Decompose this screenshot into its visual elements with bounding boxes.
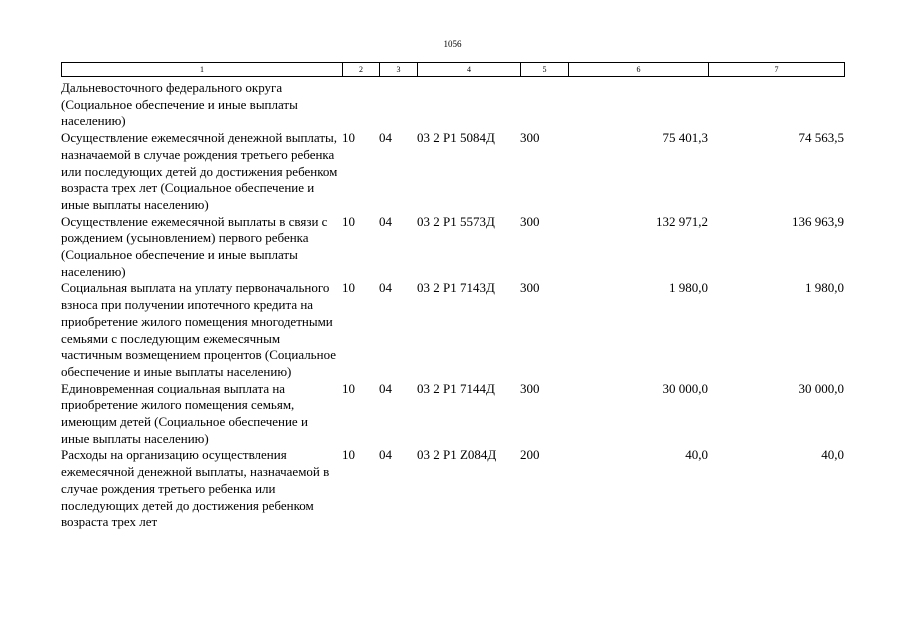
row-subsection	[379, 80, 417, 130]
row-sum-1: 1 980,0	[669, 280, 708, 296]
row-name: Осуществление ежемесячной выплаты в связи с рождением (усыновлением) первого ребенка (Социальное обеспечение и иные выплаты населению)	[61, 213, 328, 279]
row-sum-2	[708, 80, 844, 130]
header-cell-6: 6	[569, 63, 709, 77]
header-row	[62, 63, 845, 77]
header-cell-1: 1	[62, 63, 343, 77]
row-section: 10	[342, 213, 355, 229]
row-expense-type: 300	[520, 213, 540, 229]
row-target-article	[417, 80, 520, 130]
table-row	[61, 280, 844, 380]
row-sum-1: 132 971,2	[656, 213, 708, 229]
row-section: 10	[342, 380, 355, 396]
row-target-article: 03 2 P1 5084Д	[417, 130, 495, 146]
header-cell-3: 3	[380, 63, 418, 77]
row-name: Дальневосточного федерального округа (Социальное обеспечение и иные выплаты населению)	[61, 80, 298, 129]
row-sum-1: 40,0	[685, 447, 708, 463]
row-expense-type	[520, 80, 568, 130]
row-expense-type: 300	[520, 130, 540, 146]
row-sum-2: 74 563,5	[798, 130, 844, 146]
row-target-article: 03 2 P1 7143Д	[417, 280, 495, 296]
row-subsection: 04	[379, 130, 392, 146]
row-section: 10	[342, 130, 355, 146]
row-section: 10	[342, 280, 355, 296]
row-sum-1: 30 000,0	[662, 380, 708, 396]
row-subsection: 04	[379, 280, 392, 296]
table-row	[61, 130, 844, 214]
row-subsection: 04	[379, 213, 392, 229]
row-target-article: 03 2 P1 5573Д	[417, 213, 495, 229]
row-expense-type: 300	[520, 280, 540, 296]
page-number: 1056	[443, 39, 462, 49]
row-section: 10	[342, 447, 355, 463]
table-row	[61, 381, 844, 448]
table-row	[61, 447, 844, 531]
row-sum-1	[568, 80, 708, 130]
row-sum-2: 30 000,0	[798, 380, 844, 396]
header-cell-2: 2	[343, 63, 380, 77]
row-subsection: 04	[379, 380, 392, 396]
budget-table	[61, 80, 844, 531]
row-sum-2: 1 980,0	[805, 280, 844, 296]
row-subsection: 04	[379, 447, 392, 463]
row-sum-2: 136 963,9	[792, 213, 844, 229]
row-sum-2: 40,0	[821, 447, 844, 463]
header-cell-4: 4	[418, 63, 521, 77]
row-sum-1: 75 401,3	[662, 130, 708, 146]
row-section	[342, 80, 379, 130]
row-target-article: 03 2 P1 7144Д	[417, 380, 495, 396]
header-cell-5: 5	[521, 63, 569, 77]
row-expense-type: 300	[520, 380, 540, 396]
table-header	[61, 62, 845, 77]
row-expense-type: 200	[520, 447, 540, 463]
row-name: Социальная выплата на уплату первоначального взноса при получении ипотечного кредита на приобретение жилого помещения многодетными семьями с последующим ежемесячным частичным возмещением процентов (Социальное обеспечение и иные выплаты населению)	[61, 280, 336, 379]
header-cell-7: 7	[709, 63, 845, 77]
row-name: Осуществление ежемесячной денежной выплаты, назначаемой в случае рождения третьего ребенка или последующих детей до достижения ребенком возраста трех лет (Социальное обеспечение и иные выплаты населению)	[61, 130, 338, 212]
row-name: Расходы на организацию осуществления ежемесячной денежной выплаты, назначаемой в случае рождения третьего ребенка или последующих детей до достижения ребенком возраста трех лет	[61, 447, 330, 530]
row-target-article: 03 2 P1 Z084Д	[417, 447, 497, 463]
table-row	[61, 80, 844, 130]
row-name: Единовременная социальная выплата на приобретение жилого помещения семьям, имеющим детей (Социальное обеспечение и иные выплаты населению)	[61, 380, 308, 446]
table-row	[61, 214, 844, 281]
